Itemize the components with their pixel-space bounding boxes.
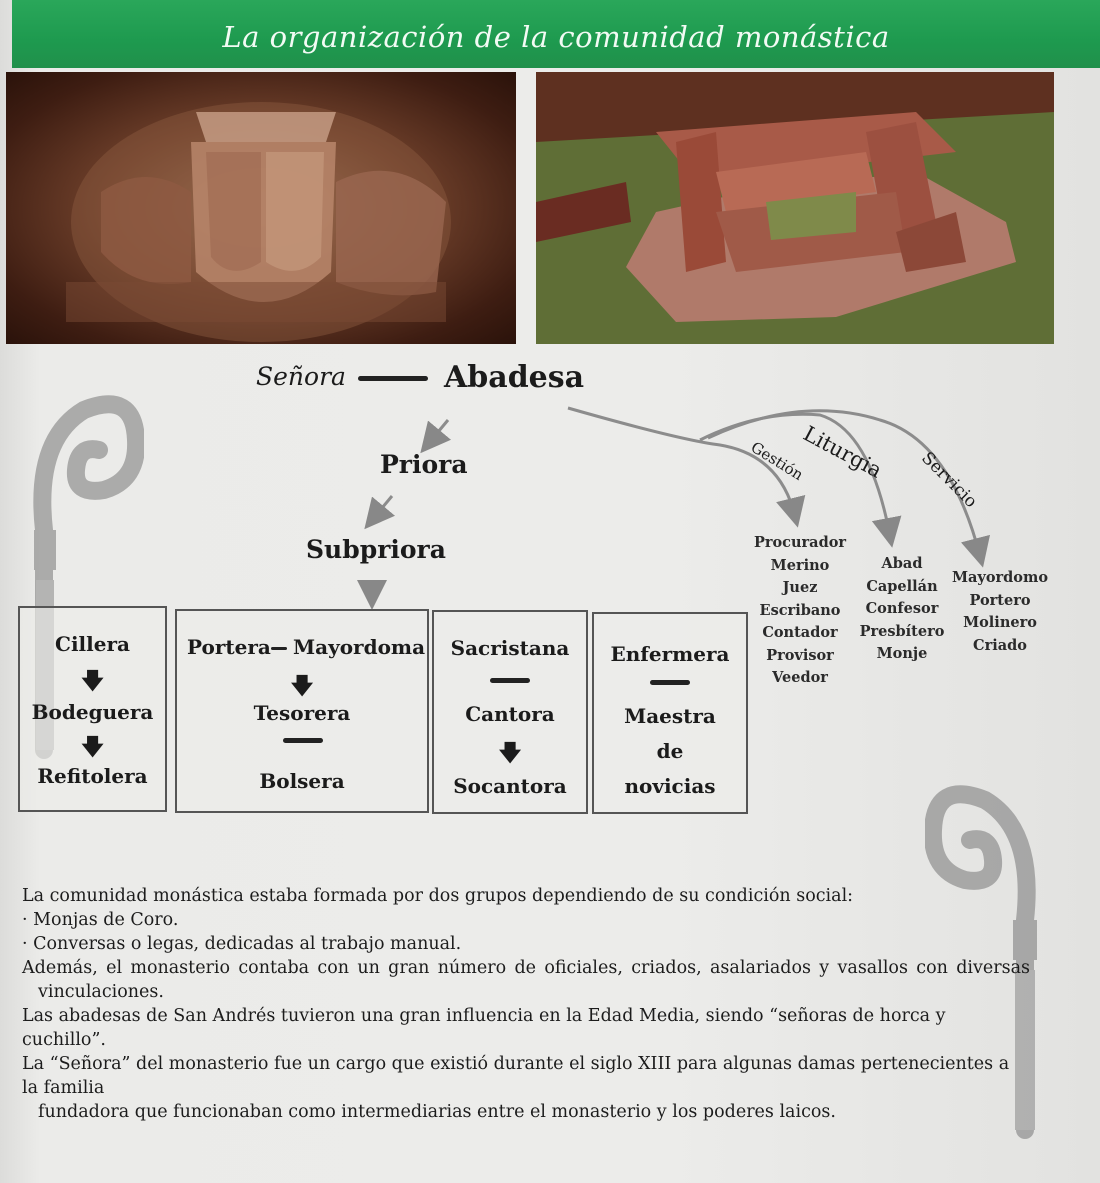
servicio-label: Servicio bbox=[917, 448, 981, 512]
portera-label: Portera bbox=[187, 635, 271, 659]
tesorera-bolsera-connector bbox=[283, 738, 323, 743]
description-paragraph: vinculaciones. bbox=[38, 982, 164, 1002]
cantora-label: Cantora bbox=[465, 702, 555, 726]
priora-label: Priora bbox=[380, 450, 468, 479]
list-item: Contador bbox=[762, 624, 838, 641]
list-item: Veedor bbox=[772, 669, 828, 686]
description-paragraph: Además, el monasterio contaba con un gran número de oficiales, criados, asalariados y vasallos con diversas bbox=[22, 958, 1030, 978]
down-arrow-icon: 🡇 bbox=[81, 668, 104, 694]
list-item: Presbítero bbox=[859, 622, 945, 640]
list-item: Abad bbox=[881, 555, 923, 572]
maestra-label: Maestra bbox=[624, 704, 716, 728]
bolsera-label: Bolsera bbox=[259, 769, 345, 793]
list-item: Procurador bbox=[753, 534, 847, 551]
description-paragraph: La “Señora” del monasterio fue un cargo que existió durante el siglo XIII para algunas damas pertenecientes a la familia bbox=[22, 1054, 1010, 1098]
enfermera-label: Enfermera bbox=[610, 642, 730, 666]
down-arrow-icon: 🡇 bbox=[290, 673, 314, 699]
list-item: Provisor bbox=[766, 646, 834, 664]
description-bullet: · Conversas o legas, dedicadas al trabajo manual. bbox=[22, 934, 462, 954]
portera-mayordoma-connector bbox=[271, 647, 287, 650]
down-arrow-icon: 🡇 bbox=[81, 734, 104, 760]
list-item: Capellán bbox=[866, 577, 938, 595]
description-paragraph: Las abadesas de San Andrés tuvieron una gran influencia en la Edad Media, siendo “señoras de horca y cuchillo”. bbox=[22, 1006, 946, 1050]
list-item: Criado bbox=[973, 636, 1027, 654]
box-portera bbox=[175, 609, 429, 813]
down-arrow-icon: 🡇 bbox=[498, 740, 522, 766]
list-item: Confesor bbox=[865, 600, 939, 617]
gestion-list bbox=[745, 532, 855, 690]
list-item: Mayordomo bbox=[951, 569, 1048, 586]
description-paragraph: fundadora que funcionaban como intermediarias entre el monasterio y los poderes laicos. bbox=[38, 1102, 836, 1122]
servicio-list bbox=[945, 567, 1055, 657]
gestion-label: Gestión bbox=[747, 437, 807, 485]
tesorera-label: Tesorera bbox=[253, 701, 351, 725]
page-title: La organización de la comunidad monástica bbox=[222, 20, 890, 54]
list-item: Merino bbox=[770, 556, 830, 574]
list-item: Portero bbox=[969, 591, 1031, 609]
sacristana-cantora-connector bbox=[490, 678, 530, 683]
bodeguera-label: Bodeguera bbox=[31, 700, 154, 724]
mayordoma-label: Mayordoma bbox=[293, 635, 426, 659]
description-text bbox=[22, 884, 1030, 1124]
enfermera-maestra-connector bbox=[650, 680, 690, 685]
list-item: Molinero bbox=[963, 614, 1037, 631]
refitolera-label: Refitolera bbox=[37, 764, 148, 788]
abadesa-label: Abadesa bbox=[444, 360, 585, 395]
list-item: Juez bbox=[782, 579, 818, 596]
subpriora-label: Subpriora bbox=[306, 535, 446, 564]
liturgia-list bbox=[852, 553, 952, 666]
list-item: Escribano bbox=[759, 601, 841, 619]
list-item: Monje bbox=[876, 645, 928, 662]
socantora-label: Socantora bbox=[453, 774, 567, 798]
description-bullet: · Monjas de Coro. bbox=[22, 910, 179, 930]
senora-label: Señora bbox=[256, 362, 346, 391]
liturgia-label: Liturgia bbox=[799, 421, 886, 483]
de-label: de bbox=[656, 739, 684, 763]
description-intro: La comunidad monástica estaba formada por dos grupos dependiendo de su condición social: bbox=[22, 886, 854, 906]
box-sacristana bbox=[432, 610, 588, 814]
novicias-label: novicias bbox=[624, 774, 716, 798]
cillera-label: Cillera bbox=[55, 632, 130, 656]
box-cillera bbox=[18, 606, 167, 812]
box-enfermera bbox=[592, 612, 748, 814]
sacristana-label: Sacristana bbox=[450, 636, 570, 660]
